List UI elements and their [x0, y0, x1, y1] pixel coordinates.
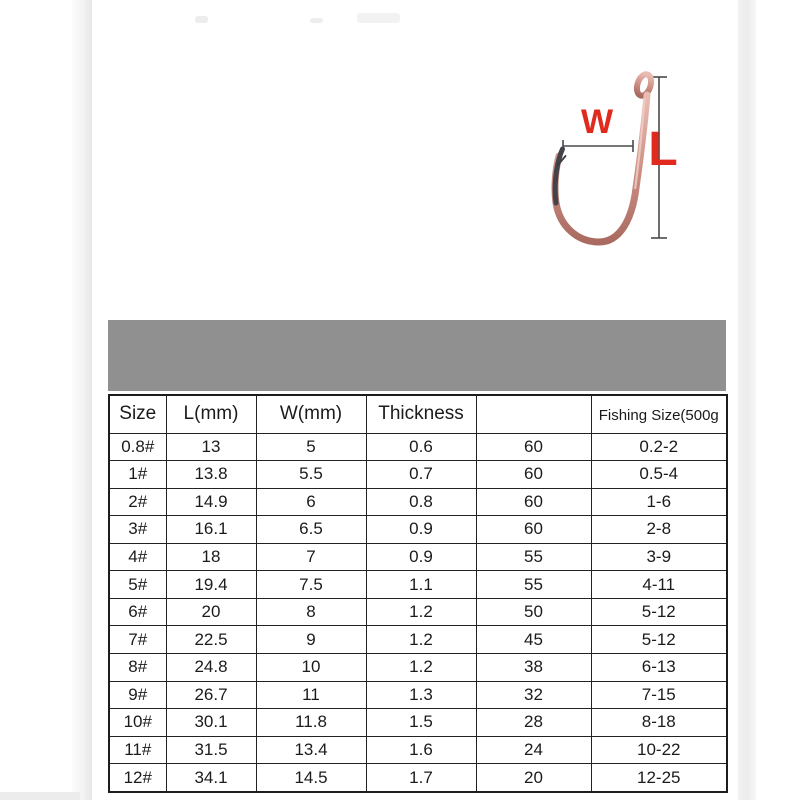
table-cell: 5 — [256, 433, 366, 461]
table-cell: 1# — [109, 461, 166, 489]
table-row — [109, 516, 727, 544]
header-size: Size — [109, 395, 166, 433]
table-cell: 4# — [109, 543, 166, 571]
table-cell: 10-22 — [591, 736, 727, 764]
page-left-margin-strip — [72, 0, 92, 800]
table-cell: 14.5 — [256, 764, 366, 792]
table-cell: 5-12 — [591, 626, 727, 654]
table-cell: 8# — [109, 654, 166, 682]
watermark-smudge — [310, 18, 323, 23]
table-cell: 5# — [109, 571, 166, 599]
table-cell: 0.6 — [366, 433, 476, 461]
table-cell: 5.5 — [256, 461, 366, 489]
w-label: W — [580, 103, 614, 141]
table-cell: 2-8 — [591, 516, 727, 544]
table-cell: 30.1 — [166, 709, 256, 737]
header-row — [109, 395, 727, 433]
table-cell: 20 — [476, 764, 591, 792]
table-cell: 60 — [476, 433, 591, 461]
hook-dimension-figure — [520, 55, 730, 265]
table-cell: 0.8# — [109, 433, 166, 461]
watermark-smudge — [195, 16, 208, 23]
table-cell: 1.5 — [366, 709, 476, 737]
table-cell: 26.7 — [166, 681, 256, 709]
table-cell: 28 — [476, 709, 591, 737]
table-row — [109, 488, 727, 516]
table-cell: 1.2 — [366, 626, 476, 654]
table-cell: 0.9 — [366, 516, 476, 544]
table-row — [109, 433, 727, 461]
table-cell: 45 — [476, 626, 591, 654]
table-row — [109, 764, 727, 792]
header-fishing-size: Fishing Size(500g — [591, 395, 727, 433]
table-row — [109, 709, 727, 737]
l-label: L — [648, 123, 678, 176]
table-cell: 2# — [109, 488, 166, 516]
table-cell: 6# — [109, 598, 166, 626]
table-cell: 1.6 — [366, 736, 476, 764]
table-cell: 11.8 — [256, 709, 366, 737]
table-cell: 14.9 — [166, 488, 256, 516]
table-cell: 19.4 — [166, 571, 256, 599]
table-cell: 24 — [476, 736, 591, 764]
table-row — [109, 736, 727, 764]
table-cell: 13.4 — [256, 736, 366, 764]
table-cell: 31.5 — [166, 736, 256, 764]
table-cell: 0.2-2 — [591, 433, 727, 461]
table-cell: 10# — [109, 709, 166, 737]
table-cell: 34.1 — [166, 764, 256, 792]
table-cell: 60 — [476, 461, 591, 489]
table-cell: 0.7 — [366, 461, 476, 489]
w-dimension-line — [563, 140, 633, 152]
table-cell: 20 — [166, 598, 256, 626]
table-cell: 55 — [476, 543, 591, 571]
table-cell: 1.3 — [366, 681, 476, 709]
table-cell: 5-12 — [591, 598, 727, 626]
table-cell: 0.5-4 — [591, 461, 727, 489]
table-cell: 1.2 — [366, 654, 476, 682]
table-cell: 3# — [109, 516, 166, 544]
page-right-margin-strip — [738, 0, 756, 800]
table-cell: 1-6 — [591, 488, 727, 516]
table-row — [109, 571, 727, 599]
table-cell: 55 — [476, 571, 591, 599]
table-cell: 1.7 — [366, 764, 476, 792]
table-cell: 7.5 — [256, 571, 366, 599]
table-cell: 7# — [109, 626, 166, 654]
bottom-left-gray-patch — [0, 792, 80, 800]
table-cell: 0.8 — [366, 488, 476, 516]
gray-banner — [108, 320, 726, 391]
table-cell: 7-15 — [591, 681, 727, 709]
watermark-smudge — [357, 13, 400, 23]
table-cell: 6 — [256, 488, 366, 516]
header-thickness: Thickness — [366, 395, 476, 433]
table-cell: 11# — [109, 736, 166, 764]
table-row — [109, 598, 727, 626]
table-cell: 32 — [476, 681, 591, 709]
table-cell: 50 — [476, 598, 591, 626]
table-row — [109, 681, 727, 709]
spec-table-header — [109, 395, 727, 433]
table-cell: 12-25 — [591, 764, 727, 792]
table-row — [109, 626, 727, 654]
table-cell: 60 — [476, 516, 591, 544]
table-cell: 1.2 — [366, 598, 476, 626]
header-w-mm: W(mm) — [256, 395, 366, 433]
table-cell: 13.8 — [166, 461, 256, 489]
table-cell: 18 — [166, 543, 256, 571]
table-cell: 9 — [256, 626, 366, 654]
table-cell: 6.5 — [256, 516, 366, 544]
table-row — [109, 654, 727, 682]
table-cell: 3-9 — [591, 543, 727, 571]
table-cell: 10 — [256, 654, 366, 682]
table-cell: 1.1 — [366, 571, 476, 599]
table-row — [109, 543, 727, 571]
spec-table — [108, 394, 728, 793]
table-cell: 22.5 — [166, 626, 256, 654]
table-cell: 16.1 — [166, 516, 256, 544]
table-cell: 8-18 — [591, 709, 727, 737]
table-cell: 8 — [256, 598, 366, 626]
header-l-mm: L(mm) — [166, 395, 256, 433]
header-blank — [476, 395, 591, 433]
table-cell: 4-11 — [591, 571, 727, 599]
hook-wire — [555, 73, 654, 242]
table-cell: 9# — [109, 681, 166, 709]
table-cell: 0.9 — [366, 543, 476, 571]
table-cell: 12# — [109, 764, 166, 792]
table-cell: 6-13 — [591, 654, 727, 682]
table-cell: 38 — [476, 654, 591, 682]
table-cell: 24.8 — [166, 654, 256, 682]
spec-table-body — [109, 433, 727, 792]
table-cell: 7 — [256, 543, 366, 571]
table-cell: 13 — [166, 433, 256, 461]
table-cell: 11 — [256, 681, 366, 709]
table-cell: 60 — [476, 488, 591, 516]
table-row — [109, 461, 727, 489]
fishing-hook-illustration — [520, 55, 730, 265]
